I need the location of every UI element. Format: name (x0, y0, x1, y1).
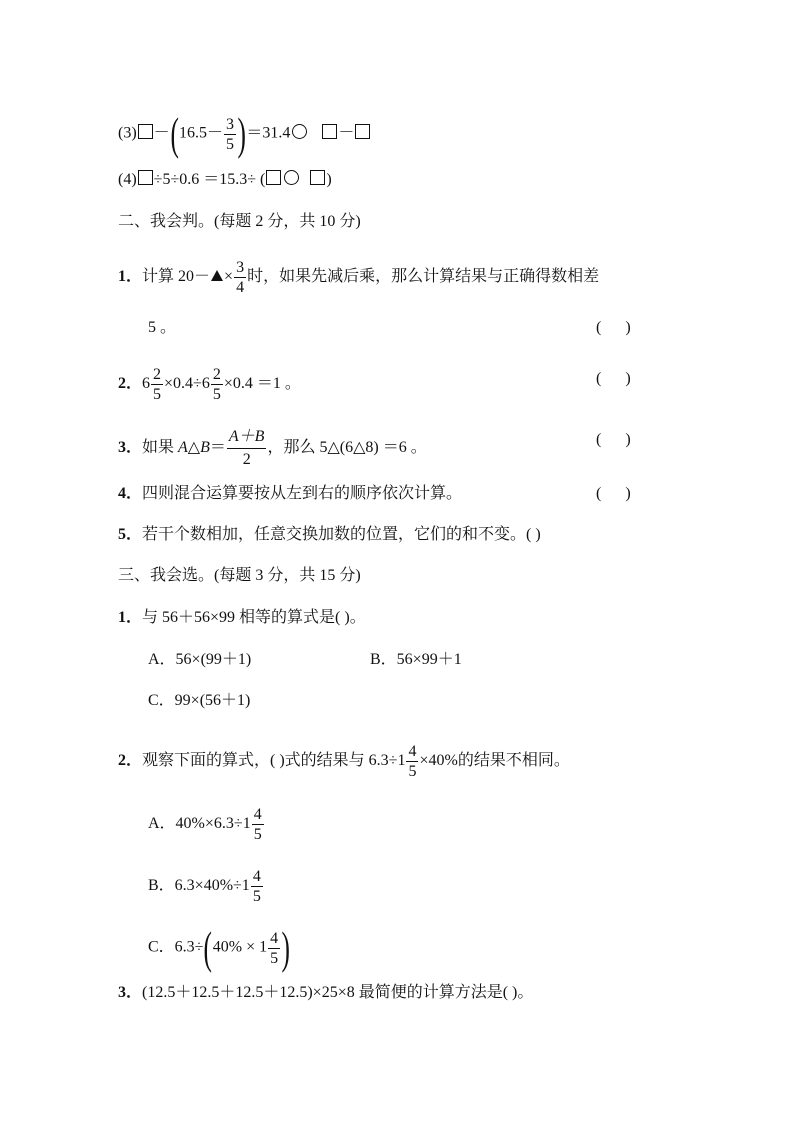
fraction: $\frac{3}{5}$ (226, 115, 235, 153)
blank-box (322, 124, 337, 139)
option-c[interactable]: C．6.3÷(40% × 1 $\frac{4}{5}$ ) (148, 922, 291, 973)
section-3-heading: 三、我会选。(每题 3 分，共 15 分) (118, 567, 361, 584)
choice-question-3: 3．(12.5＋12.5＋12.5＋12.5)×25×8 最简便的计算方法是( )。 (118, 984, 534, 1001)
option-a[interactable]: A．40%×6.3÷1 $\frac{4}{5}$ (148, 806, 262, 843)
blank-box (355, 124, 370, 139)
item-4: (4) ÷5÷0.6 ＝15.3÷ ( ) (118, 171, 332, 188)
judge-question-2: 2．6 $\frac{2}{5}$ ×0.4÷6 $\frac{2}{5}$ ×0.4 ＝1 。 (118, 366, 301, 403)
blank-box (138, 124, 153, 139)
right-paren: ) (237, 108, 246, 159)
left-paren: ( (203, 922, 213, 973)
option-c[interactable]: C．99×(56＋1) (148, 692, 251, 709)
answer-bracket[interactable]: ( ) (596, 431, 631, 448)
left-paren: ( (170, 108, 179, 159)
fraction: $\frac{4}{5}$ (270, 929, 279, 967)
judge-question-1: 1．计算 20－ × $\frac{3}{4}$ 时，如果先减后乘，那么计算结果与正确得数相差 (118, 259, 600, 296)
right-paren: ) (281, 922, 291, 973)
judge-question-3: 3．如果 A△B＝ $\frac{A+B}{2}$ ，那么 5△(6△8) ＝6 。 (118, 426, 427, 471)
answer-bracket[interactable]: ( ) (596, 485, 631, 502)
fraction: $\frac{4}{5}$ (253, 806, 262, 843)
blank-circle (292, 124, 307, 139)
fraction: $\frac{A+B}{2}$ (228, 428, 265, 468)
fraction: $\frac{4}{5}$ (252, 868, 261, 905)
fraction: $\frac{2}{5}$ (153, 366, 162, 403)
fraction: $\frac{2}{5}$ (212, 366, 221, 403)
fraction: $\frac{3}{4}$ (236, 259, 245, 296)
answer-bracket[interactable]: ( ) (596, 319, 631, 336)
fraction: $\frac{4}{5}$ (408, 743, 417, 780)
item-3: (3) －(16.5－ $\frac{3}{5}$ )＝31.4 － (118, 114, 371, 154)
option-b[interactable]: B．6.3×40%÷1 $\frac{4}{5}$ (148, 868, 261, 905)
blank-box (310, 170, 325, 185)
blank-box (266, 170, 281, 185)
choice-question-1: 1．与 56＋56×99 相等的算式是( )。 (118, 609, 366, 626)
answer-bracket[interactable]: ( ) (596, 370, 631, 387)
triangle-symbol (211, 270, 223, 281)
section-2-heading: 二、我会判。(每题 2 分，共 10 分) (118, 213, 361, 230)
blank-box (138, 170, 153, 185)
judge-question-5: 5．若干个数相加，任意交换加数的位置，它们的和不变。( ) (118, 526, 541, 543)
blank-circle (284, 170, 299, 185)
option-b[interactable]: B．56×99＋1 (370, 651, 462, 668)
option-a[interactable]: A．56×(99＋1) (148, 651, 252, 668)
judge-question-4: 4．四则混合运算要按从左到右的顺序依次计算。 (118, 485, 463, 502)
judge-question-1-cont: 5 。 (148, 319, 177, 336)
choice-question-2: 2．观察下面的算式，( )式的结果与 6.3÷1 $\frac{4}{5}$ ×40%的结果不相同。 (118, 743, 570, 780)
